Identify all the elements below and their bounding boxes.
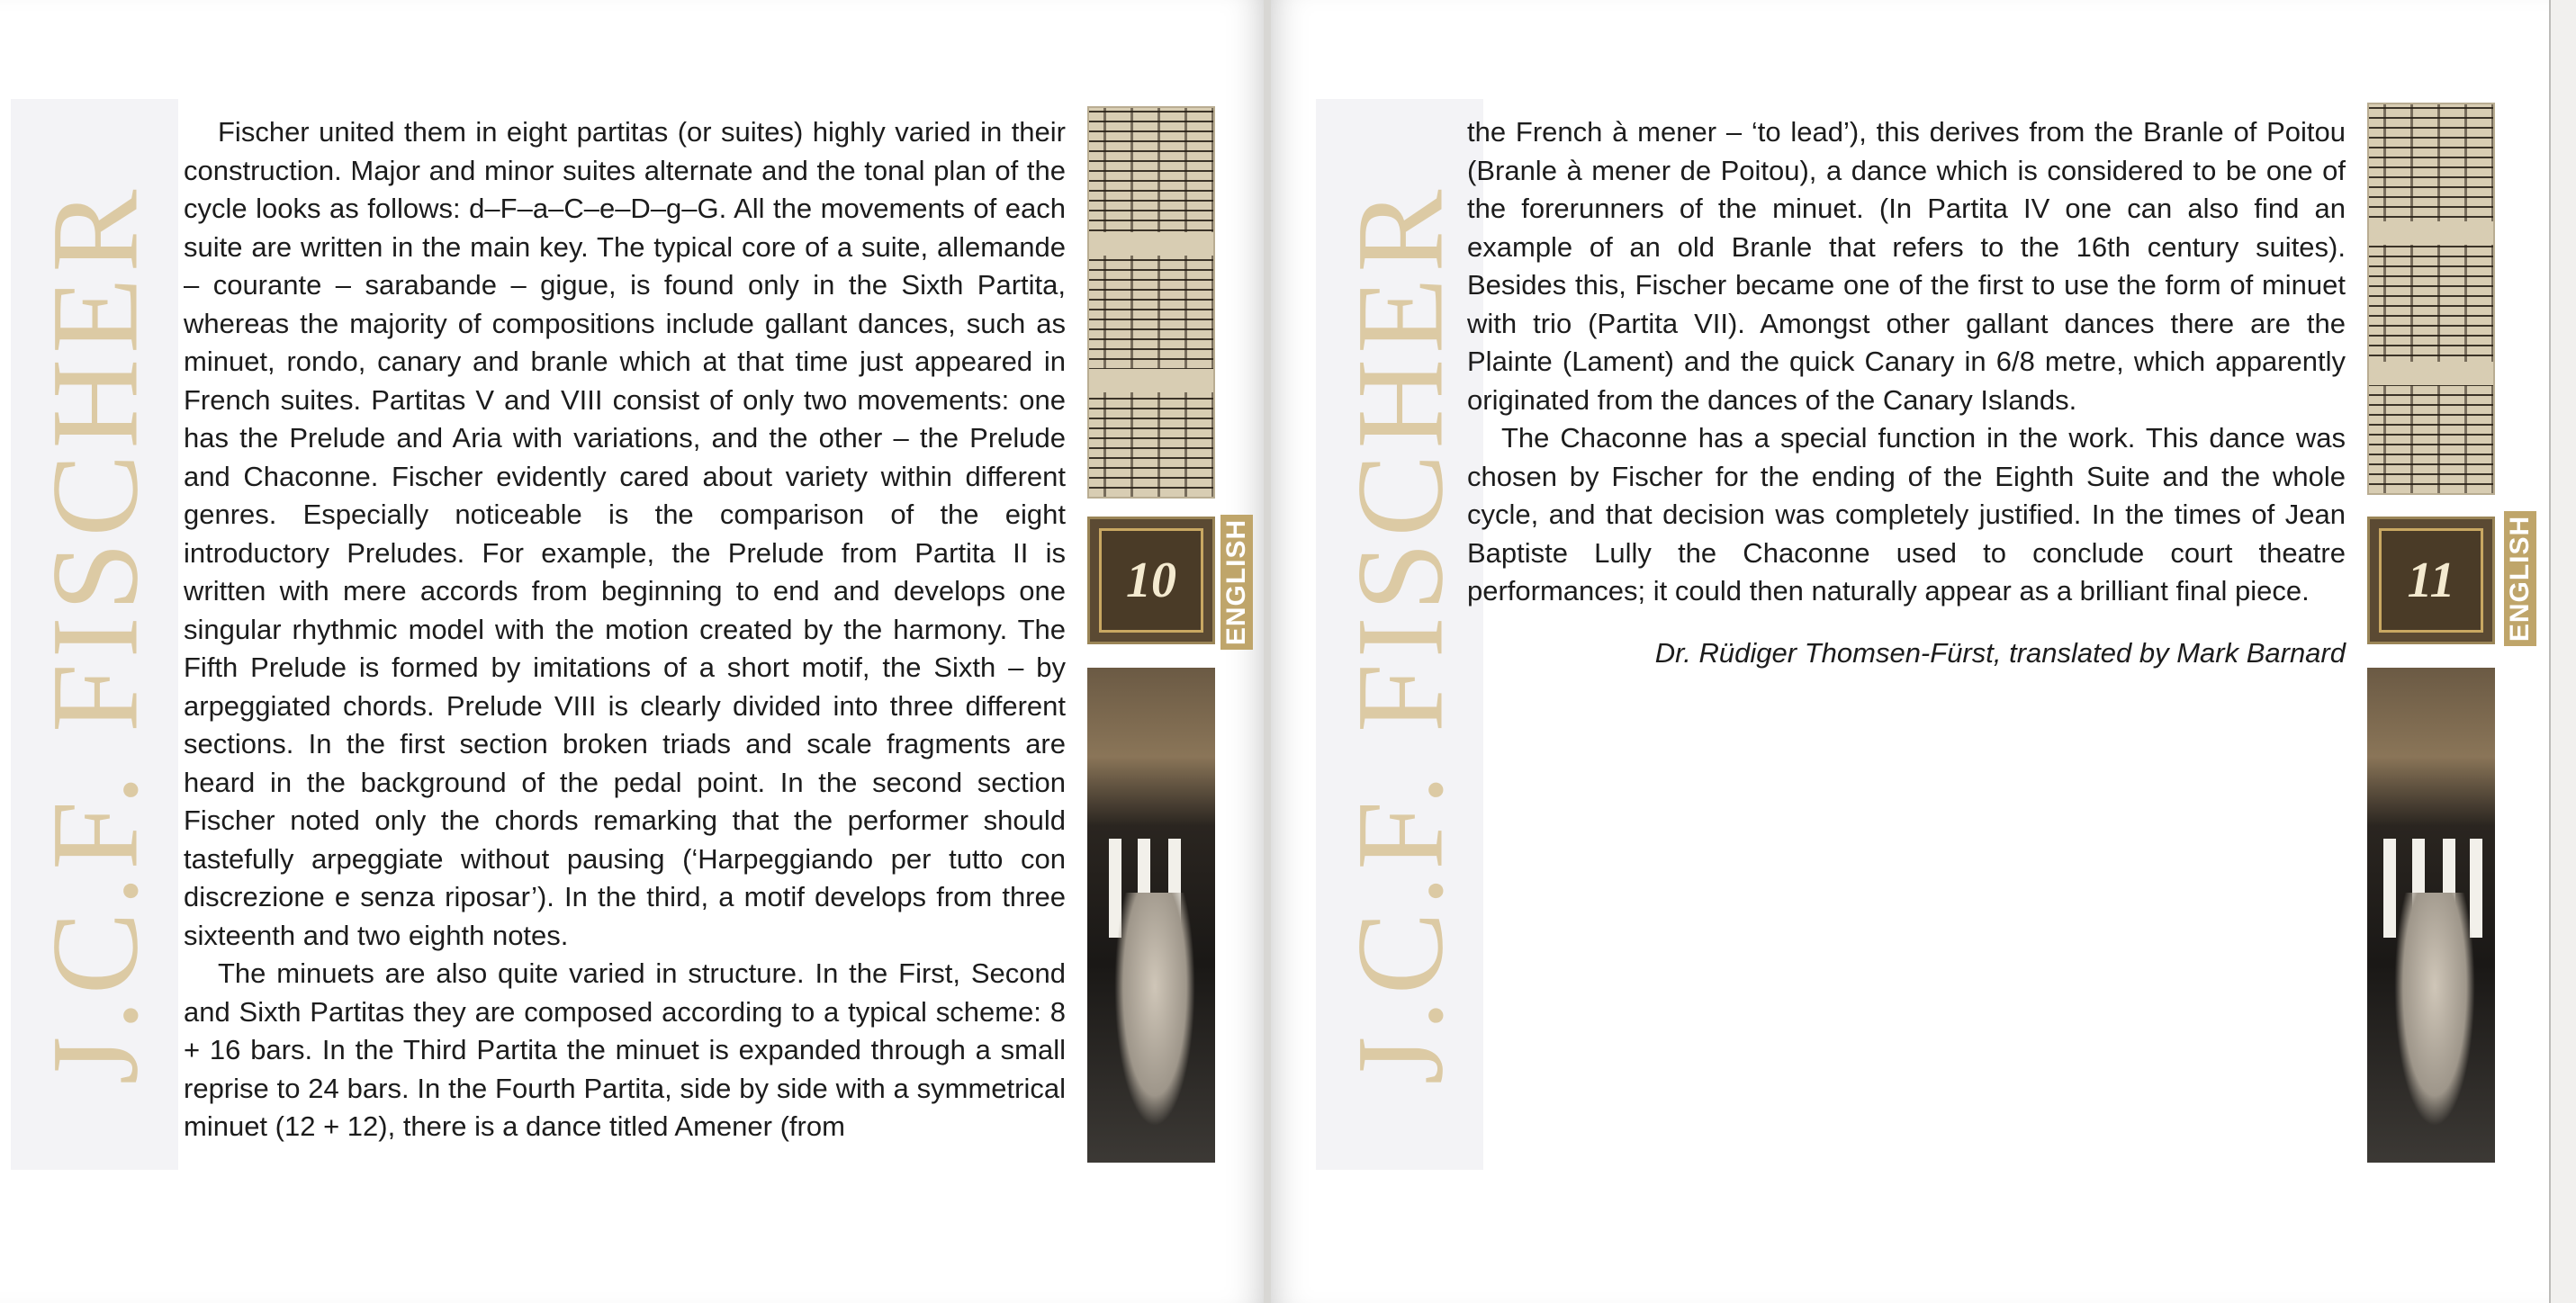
side-title-band [1316, 99, 1483, 1170]
side-title: J.C.F. FISCHER [1330, 184, 1469, 1085]
body-text [184, 113, 1066, 1146]
spine [1264, 0, 1271, 1303]
piano-hand-photo [1087, 668, 1215, 1163]
decorative-strip [2367, 103, 2495, 1163]
page-number-box [1087, 517, 1215, 644]
right-page [1271, 0, 2549, 1303]
side-title-band [11, 99, 178, 1170]
sheet-music-image [1087, 106, 1215, 499]
paragraph: Fischer united them in eight partitas (or suites) highly varied in their construction. Major and minor suites alternate and the tonal plan of the cycle looks as follows: d–F–a–C–e–D–g–G. All the movements of each suite are written in the main key. The typical core of a suite, allemande – courante – sarabande – gigue, is found only in the Sixth Partita, whereas the majority of compositions include gallant dances, such as minuet, rondo, canary and branle which at that time just appeared in French suites. Partitas V and VIII consist of only two movements: one has the Prelude and Aria with variations, and the other – the Prelude and Chaconne. Fischer evidently cared about variety within different genres. Especially noticeable is the comparison of the eight introductory Preludes. For example, the Prelude from Partita II is written with mere accords from beginning to end and develops one singular rhythmic model with the motion created by the harmony. The Fifth Prelude is formed by imitations of a short motif, the Sixth – by arpeggiated chords. Prelude VIII is clearly divided into three different sections. In the first section broken triads and scale fragments are heard in the background of the pedal point. In the second section Fischer noted only the chords remarking that the performer should tastefully arpeggiate without pausing (‘Harpeggiando per tutto con discrezione e senza riposar’). In the third, a motif develops from three sixteenth and two eighth notes. [184, 116, 1066, 951]
page-number: 11 [2407, 553, 2455, 608]
side-title: J.C.F. FISCHER [25, 184, 164, 1085]
signature: Dr. Rüdiger Thomsen-Fürst, translated by Mark Barnard [1654, 636, 2346, 669]
page-number-box [2367, 517, 2495, 644]
decorative-strip [1087, 106, 1215, 1163]
piano-hand-photo [2367, 668, 2495, 1163]
sheet-music-image [2367, 103, 2495, 495]
booklet-edge [2549, 0, 2576, 1303]
paragraph: The minuets are also quite varied in structure. In the First, Second and Sixth Partitas they are composed according to a typical scheme: 8 + 16 bars. In the Third Partita the minuet is expanded through a small reprise to 24 bars. In the Fourth Partita, side by side with a symmetrical minuet (12 + 12), there is a dance titled Amener (from [184, 957, 1066, 1142]
page-number: 10 [1126, 553, 1176, 608]
language-tab-label: ENGLISH [1221, 518, 1251, 646]
paragraph: The Chaconne has a special function in the work. This dance was chosen by Fischer for the ending of the Eighth Suite and the whole cycle, and that decision was completely justified. In the times of Jean Baptiste Lully the Chaconne used to conclude court theatre performances; it could then naturally appear as a brilliant final piece. [1467, 422, 2346, 607]
language-tab [1220, 515, 1253, 650]
language-tab-label: ENGLISH [2505, 515, 2535, 643]
paragraph: the French à mener – ‘to lead’), this derives from the Branle of Poitou (Branle à mener de Poitou), a dance which is considered to be one of the forerunners of the minuet. (In Partita IV one can also find an example of an old Branle that refers to the 16th century suites). Besides this, Fischer became one of the first to use the form of minuet with trio (Partita VII). Amongst other gallant dances there are the Plainte (Lament) and the quick Canary in 6/8 metre, which apparently originated from the dances of the Canary Islands. [1467, 116, 2346, 416]
left-page [0, 0, 1264, 1303]
language-tab [2504, 511, 2536, 646]
body-text [1467, 113, 2346, 672]
